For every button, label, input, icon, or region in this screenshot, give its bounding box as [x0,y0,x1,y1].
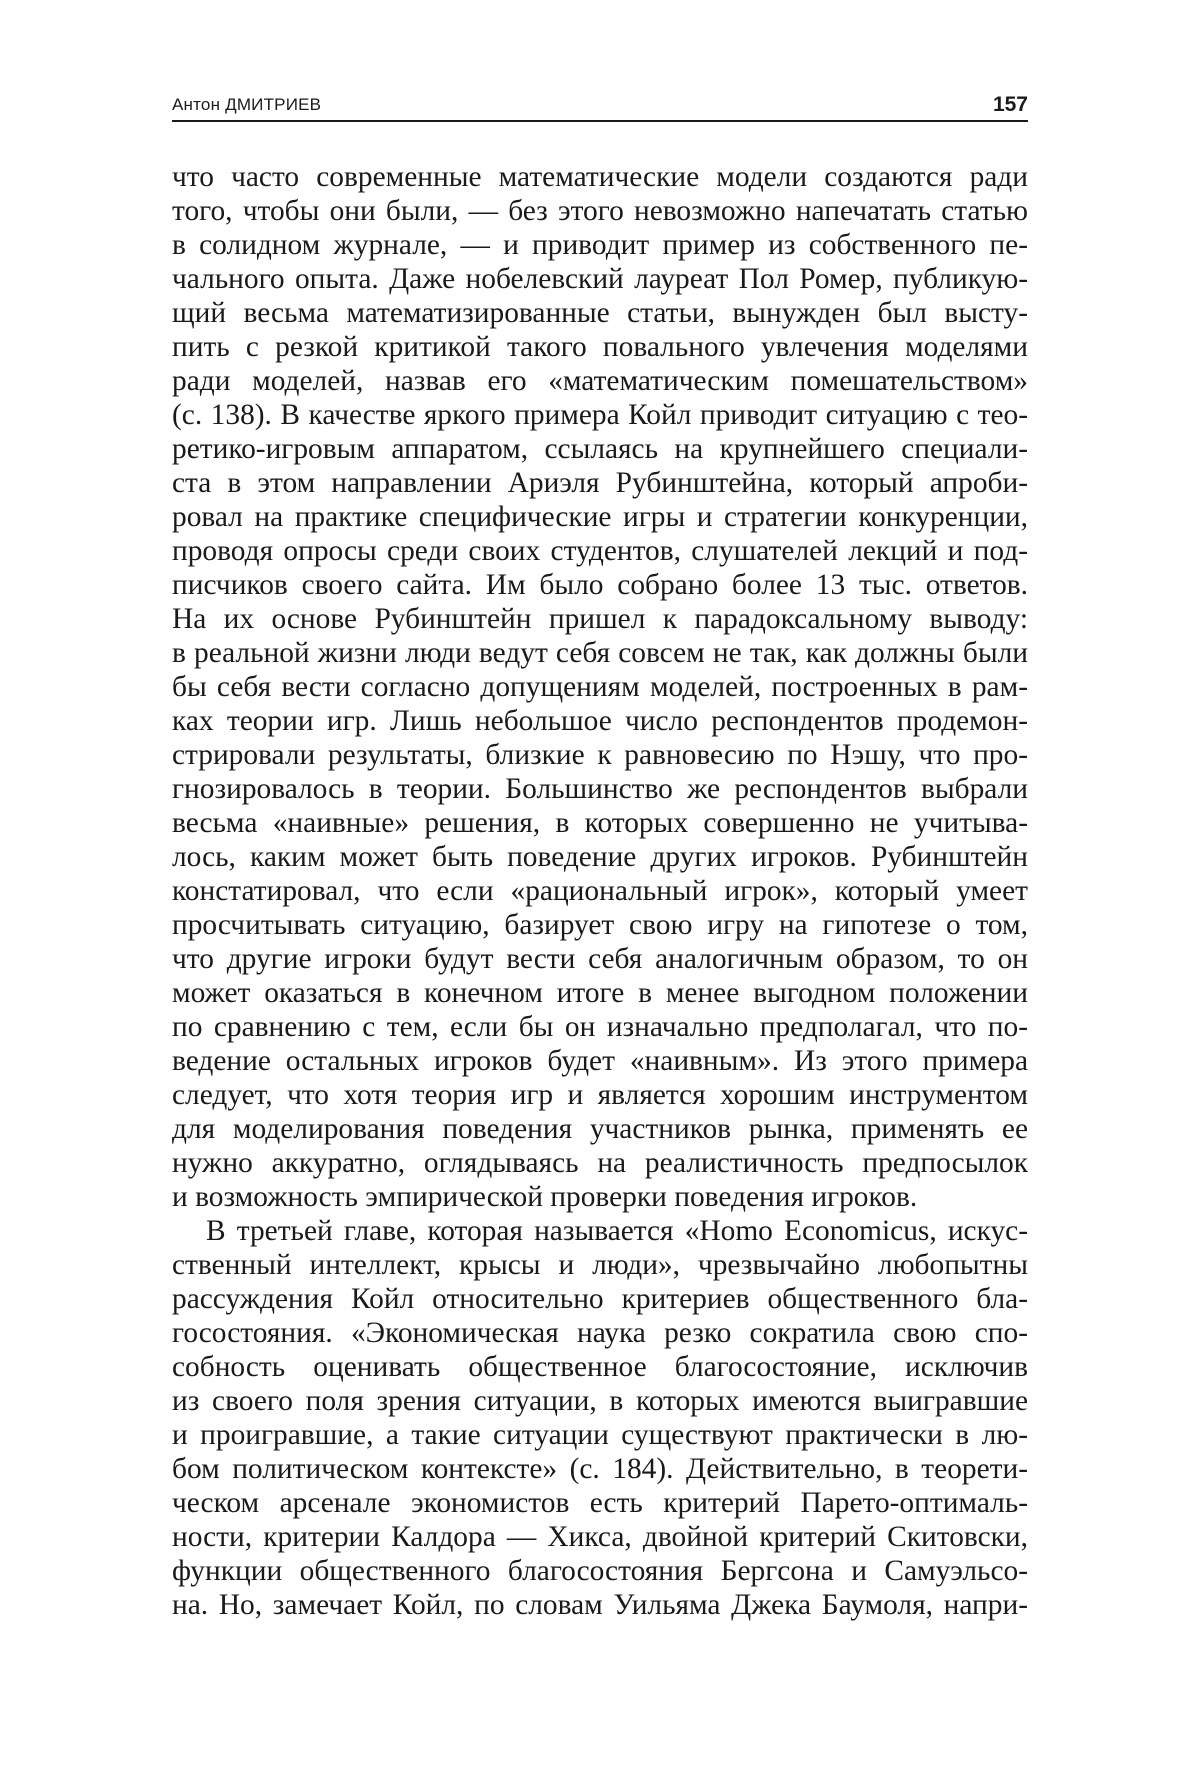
text-line: ческом арсенале экономистов есть критерий Парето-оптималь- [172,1487,1028,1519]
text-line: собность оценивать общественное благосостояние, исключив [172,1351,1028,1383]
body-text [172,160,1028,1622]
text-line: чального опыта. Даже нобелевский лауреат Пол Ромер, публикую- [172,263,1028,295]
text-line: и проигравшие, а такие ситуации существуют практически в лю- [172,1419,1028,1451]
text-line: В третьей главе, которая называется «Homo Economicus, искус- [206,1215,1028,1247]
text-line: и возможность эмпирической проверки поведения игроков. [172,1181,918,1213]
text-line: ради моделей, назвав его «математическим помешательством» [172,365,1028,397]
text-line: писчиков своего сайта. Им было собрано более 13 тыс. ответов. [172,569,1028,601]
text-line: в солидном журнале, — и приводит пример из собственного пе- [172,229,1028,261]
text-line: в реальной жизни люди ведут себя совсем не так, как должны были [172,637,1028,669]
text-line: На их основе Рубинштейн пришел к парадоксальному выводу: [172,603,1028,635]
text-line: весьма «наивные» решения, в которых совершенно не учитыва- [172,807,1028,839]
text-line: функции общественного благосостояния Бергсона и Самуэльсо- [172,1555,1028,1587]
author-last-name: ДМИТРИЕВ [225,95,322,114]
text-line: следует, что хотя теория игр и является хорошим инструментом [172,1079,1028,1111]
text-line: (с. 138). В качестве яркого примера Койл приводит ситуацию с тео- [172,399,1028,431]
text-line: проводя опросы среди своих студентов, слушателей лекций и под- [172,535,1028,567]
text-line: ках теории игр. Лишь небольшое число респондентов продемон- [172,705,1028,737]
text-line: лось, каким может быть поведение других игроков. Рубинштейн [172,841,1028,873]
text-line: по сравнению с тем, если бы он изначально предполагал, что по- [172,1011,1028,1043]
author-name [172,95,321,115]
text-line: может оказаться в конечном итоге в менее выгодном положении [172,977,1028,1009]
text-line: бы себя вести согласно допущениям моделей, построенных в рам- [172,671,1028,703]
author-first-name: Антон [172,95,221,114]
text-line: для моделирования поведения участников рынка, применять ее [172,1113,1028,1145]
text-line: на. Но, замечает Койл, по словам Уильяма Джека Баумоля, напри- [172,1589,1028,1621]
text-line: гнозировалось в теории. Большинство же респондентов выбрали [172,773,1028,805]
text-line: что часто современные математические модели создаются ради [172,161,1028,193]
text-line: ста в этом направлении Ариэля Рубинштейна, который апроби- [172,467,1028,499]
paragraph-1 [172,160,1028,1214]
text-line: ственный интеллект, крысы и люди», чрезвычайно любопытны [172,1249,1028,1281]
text-line: ведение остальных игроков будет «наивным». Из этого примера [172,1045,1028,1077]
page-number: 157 [992,93,1028,116]
text-line: стрировали результаты, близкие к равновесию по Нэшу, что про- [172,739,1028,771]
text-line: нужно аккуратно, оглядываясь на реалистичность предпосылок [172,1147,1028,1179]
text-line: госостояния. «Экономическая наука резко сократила свою спо- [172,1317,1028,1349]
text-line: рассуждения Койл относительно критериев общественного бла- [172,1283,1028,1315]
text-line: ровал на практике специфические игры и стратегии конкуренции, [172,501,1028,533]
text-line: что другие игроки будут вести себя аналогичным образом, то он [172,943,1028,975]
text-line: ретико-игровым аппаратом, ссылаясь на крупнейшего специали- [172,433,1028,465]
text-line: констатировал, что если «рациональный игрок», который умеет [172,875,1028,907]
paragraph-2 [172,1214,1028,1622]
text-line: бом политическом контексте» (с. 184). Действительно, в теорети- [172,1453,1028,1485]
running-header [172,88,1028,122]
text-line: того, чтобы они были, — без этого невозможно напечатать статью [172,195,1028,227]
text-line: щий весьма математизированные статьи, вынужден был высту- [172,297,1028,329]
text-line: просчитывать ситуацию, базирует свою игру на гипотезе о том, [172,909,1028,941]
text-line: из своего поля зрения ситуации, в которых имеются выигравшие [172,1385,1028,1417]
text-line: ности, критерии Калдора — Хикса, двойной критерий Скитовски, [172,1521,1028,1553]
text-line: пить с резкой критикой такого повального увлечения моделями [172,331,1028,363]
